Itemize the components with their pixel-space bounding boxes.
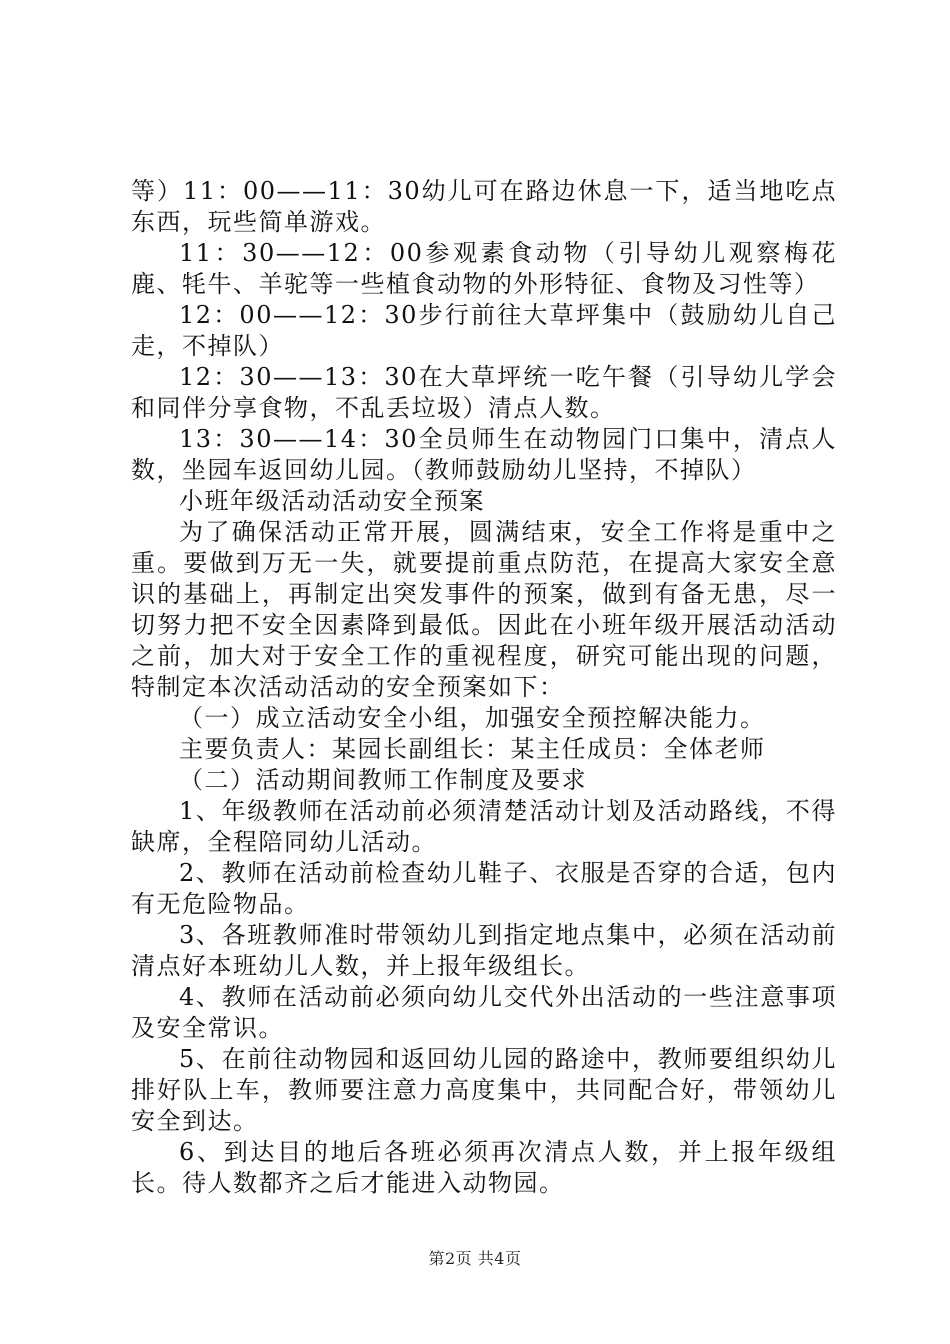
paragraph-item-two: （二）活动期间教师工作制度及要求 (179, 766, 587, 794)
paragraph-schedule-1200: 12：00——12：30步行前往大草坪集中（鼓励幼儿自己走，不掉队） (131, 301, 837, 360)
section-heading: 小班年级活动活动安全预案 (179, 487, 485, 515)
paragraph-item-one: （一）成立活动安全小组，加强安全预控解决能力。 (179, 704, 766, 732)
paragraph-responsible: 主要负责人：某园长副组长：某主任成员：全体老师 (179, 735, 766, 763)
paragraph-schedule-1230: 12：30——13：30在大草坪统一吃午餐（引导幼儿学会和同伴分享食物，不乱丢垃圾）清点人数。 (131, 363, 837, 422)
paragraph-schedule-1130: 11：30——12：00参观素食动物（引导幼儿观察梅花鹿、牦牛、羊驼等一些植食动物的外形特征、食物及习性等） (131, 239, 837, 298)
paragraph-schedule-1330: 13：30——14：30全员师生在动物园门口集中，清点人数，坐园车返回幼儿园。（教师鼓励幼儿坚持，不掉队） (131, 425, 837, 484)
paragraph-rule-4: 4、教师在活动前必须向幼儿交代外出活动的一些注意事项及安全常识。 (131, 983, 837, 1042)
paragraph-rule-2: 2、教师在活动前检查幼儿鞋子、衣服是否穿的合适，包内有无危险物品。 (131, 859, 837, 918)
document-body (131, 176, 837, 1199)
paragraph-rule-6: 6、到达目的地后各班必须再次清点人数，并上报年级组长。待人数都齐之后才能进入动物园。 (131, 1138, 837, 1197)
paragraph-intro: 为了确保活动正常开展，圆满结束，安全工作将是重中之重。要做到万无一失，就要提前重点防范，在提高大家安全意识的基础上，再制定出突发事件的预案，做到有备无患，尽一切努力把不安全因素降到最低。因此在小班年级开展活动活动之前，加大对于安全工作的重视程度，研究可能出现的问题，特制定本次活动活动的安全预案如下： (131, 518, 837, 701)
page-number-footer: 第2页 共4页 (428, 1249, 522, 1268)
paragraph-rule-5: 5、在前往动物园和返回幼儿园的路途中，教师要组织幼儿排好队上车，教师要注意力高度集中，共同配合好，带领幼儿安全到达。 (131, 1045, 837, 1135)
paragraph-continued: 等）11：00——11：30幼儿可在路边休息一下，适当地吃点东西，玩些简单游戏。 (131, 177, 837, 236)
paragraph-rule-3: 3、各班教师准时带领幼儿到指定地点集中，必须在活动前清点好本班幼儿人数，并上报年级组长。 (131, 921, 837, 980)
paragraph-rule-1: 1、年级教师在活动前必须清楚活动计划及活动路线，不得缺席，全程陪同幼儿活动。 (131, 797, 837, 856)
